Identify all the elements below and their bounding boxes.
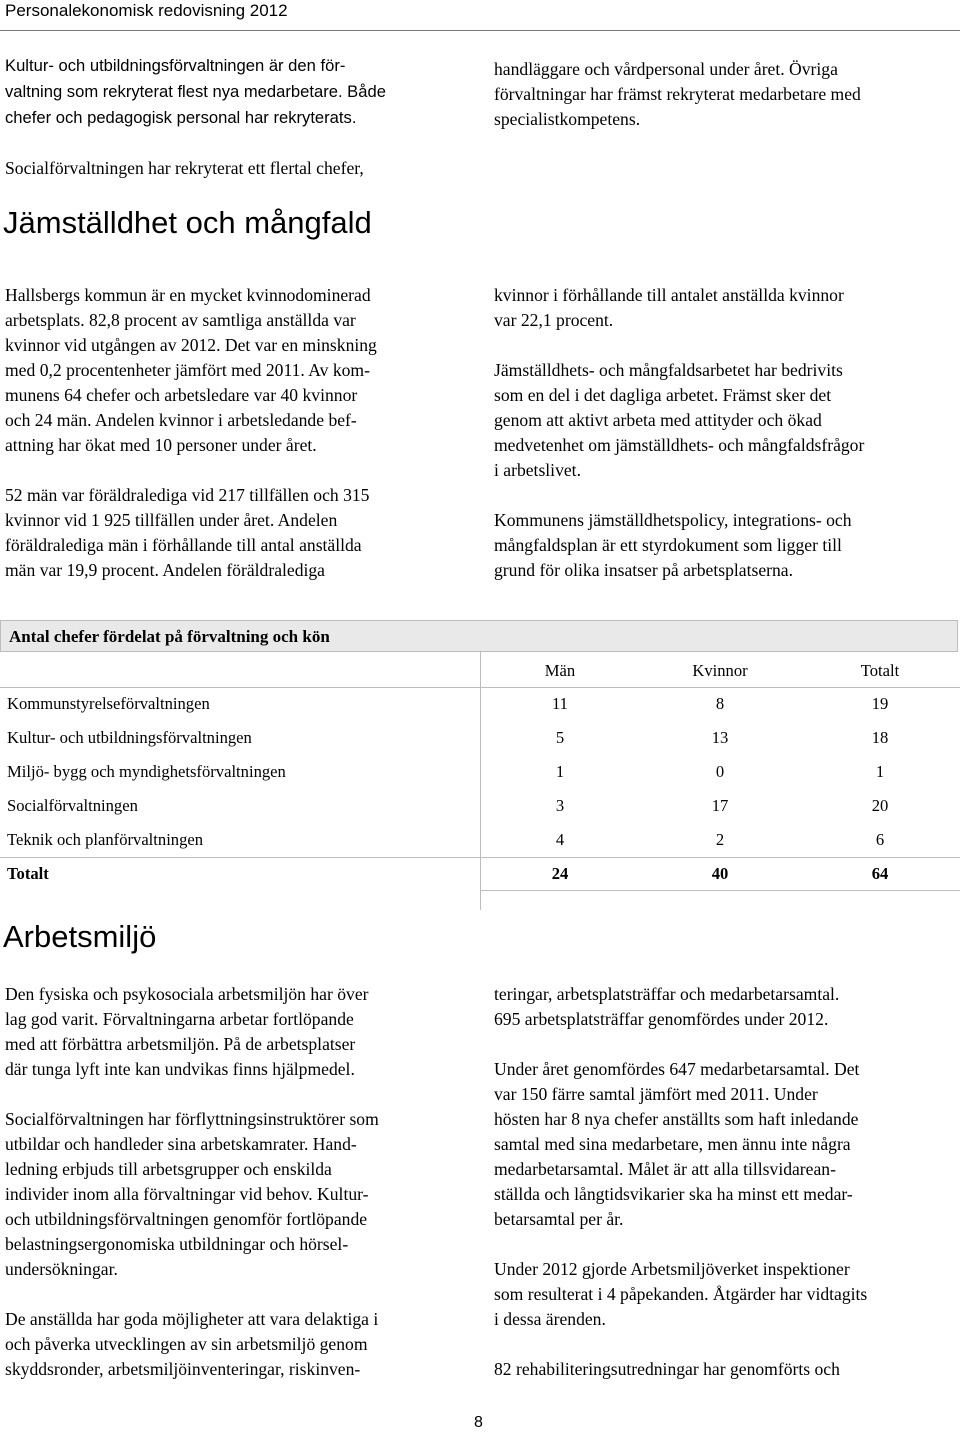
- paragraph: Kommunens jämställdhetspolicy, integrations- och mångfaldsplan är ett styrdokument som ligger till grund för olika insatser på arbetsplatserna.: [494, 510, 852, 580]
- paragraph: Den fysiska och psykosociala arbetsmiljön har över lag god varit. Förvaltningarna arbetar fortlöpande med att förbättra arbetsmiljön. På de arbetsplatser där tunga lyft inte kan undvikas finns hjälpmedel.: [5, 984, 369, 1079]
- paragraph: Under 2012 gjorde Arbetsmiljöverket inspektioner som resulterat i 4 påpekanden. Åtgärder har vidtagits i dessa ärenden.: [494, 1259, 868, 1329]
- cell-man: 3: [555, 796, 565, 815]
- page-number: 8: [474, 1414, 483, 1431]
- cell-kvinnor: 2: [715, 830, 725, 849]
- table-title: Antal chefer fördelat på förvaltning och kön: [0, 620, 958, 652]
- cell-kvinnor: 8: [715, 694, 725, 713]
- cell-totalt: 64: [871, 864, 889, 883]
- cell-kvinnor: 13: [711, 728, 729, 747]
- row-label: Miljö- bygg och myndighetsförvaltningen: [7, 762, 286, 781]
- table-row: [0, 823, 960, 857]
- paragraph: kvinnor i förhållande till antalet anställda kvinnor var 22,1 procent.: [494, 285, 844, 330]
- table-row: [0, 721, 960, 755]
- cell-man: 5: [555, 728, 565, 747]
- cell-man: 4: [555, 830, 565, 849]
- paragraph: handläggare och vårdpersonal under året. Övriga förvaltningar har främst rekryterat medarbetare med specialistkompetens.: [494, 59, 861, 129]
- paragraph: Kultur- och utbildningsförvaltningen är den för- valtning som rekryterat flest nya medarbetare. Både chefer och pedagogisk personal har rekryterats.: [5, 56, 386, 127]
- cell-man: 11: [552, 694, 568, 713]
- header-divider: [0, 30, 960, 31]
- cell-kvinnor: 17: [711, 796, 729, 815]
- section1-left-column: [5, 283, 475, 583]
- row-label: Socialförvaltningen: [7, 796, 138, 815]
- section1-right-column: [494, 283, 960, 583]
- paragraph: Jämställdhets- och mångfaldsarbetet har bedrivits som en del i det dagliga arbetet. Främst sker det genom att aktivt arbeta med attityder och ökad medvetenhet om jämställdhets- och mångfaldsfrågor i arbetslivet.: [494, 360, 865, 480]
- running-header: Personalekonomisk redovisning 2012: [5, 1, 288, 20]
- paragraph: teringar, arbetsplatsträffar och medarbetarsamtal. 695 arbetsplatsträffar genomfördes under 2012.: [494, 984, 840, 1029]
- paragraph: 52 män var föräldralediga vid 217 tillfällen och 315 kvinnor vid 1 925 tillfällen under året. Andelen föräldralediga män i förhållande till antal anställda män var 19,9 procent. Andelen föräldralediga: [5, 485, 370, 580]
- paragraph: Socialförvaltningen har förflyttningsinstruktörer som utbildar och handleder sina arbetskamrater. Hand- ledning erbjuds till arbetsgrupper och enskilda individer inom alla förvaltningar vid behov. Kultur- och utbildningsförvaltningen genomför fortlöpande belastningsergonomiska utbildningar och hörsel- undersökningar.: [5, 1109, 379, 1279]
- table-row: [0, 687, 960, 721]
- paragraph: Under året genomfördes 647 medarbetarsamtal. Det var 150 färre samtal jämfört med 2011. Under hösten har 8 nya chefer anställts som haft inledande samtal med sina medarbetare, men ännu inte några medarbetarsamtal. Målet är att alla tillsvidarean- ställda och långtidsvikarier ska ha minst ett medar- betarsamtal per år.: [494, 1059, 860, 1229]
- paragraph: 82 rehabiliteringsutredningar har genomförts och: [494, 1359, 840, 1379]
- cell-totalt: 18: [871, 728, 889, 747]
- top-left-column-2: [5, 156, 465, 181]
- table-row: [0, 789, 960, 823]
- cell-man: 1: [555, 762, 565, 781]
- cell-totalt: 1: [875, 762, 885, 781]
- row-label: Kultur- och utbildningsförvaltningen: [7, 728, 252, 747]
- row-label: Totalt: [7, 864, 49, 883]
- cell-man: 24: [551, 864, 569, 883]
- row-label: Kommunstyrelseförvaltningen: [7, 694, 210, 713]
- section-heading-jamstalldhet: Jämställdhet och mångfald: [3, 205, 372, 240]
- cell-kvinnor: 0: [715, 762, 725, 781]
- cell-totalt: 6: [875, 830, 885, 849]
- paragraph: De anställda har goda möjligheter att vara delaktiga i och påverka utvecklingen av sin arbetsmiljö genom skyddsronder, arbetsmiljöinventeringar, riskinven-: [5, 1309, 379, 1379]
- cell-kvinnor: 40: [711, 864, 729, 883]
- cell-totalt: 19: [871, 694, 889, 713]
- table-header-row: [0, 654, 960, 688]
- section2-left-column: [5, 982, 475, 1382]
- table-bottom-border: [480, 890, 960, 891]
- chefer-table: [0, 620, 960, 892]
- row-label: Teknik och planförvaltningen: [7, 830, 204, 849]
- table-total-row: [0, 857, 960, 891]
- paragraph: Hallsbergs kommun är en mycket kvinnodominerad arbetsplats. 82,8 procent av samtliga anställda var kvinnor vid utgången av 2012. Det var en minskning med 0,2 procentenheter jämfört med 2011. Av kom- munens 64 chefer och arbetsledare var 40 kvinnor och 24 män. Andelen kvinnor i arbetsledande bef- attning har ökat med 10 personer under året.: [5, 285, 377, 455]
- column-header-man: Män: [544, 661, 576, 680]
- top-right-column: [494, 57, 960, 132]
- section-heading-arbetsmiljo: Arbetsmiljö: [3, 919, 157, 954]
- column-header-kvinnor: Kvinnor: [692, 661, 748, 680]
- top-left-column: [5, 53, 465, 131]
- paragraph: Socialförvaltningen har rekryterat ett flertal chefer,: [5, 158, 364, 178]
- table-row: [0, 755, 960, 789]
- section2-right-column: [494, 982, 960, 1382]
- column-header-totalt: Totalt: [860, 661, 900, 680]
- cell-totalt: 20: [871, 796, 889, 815]
